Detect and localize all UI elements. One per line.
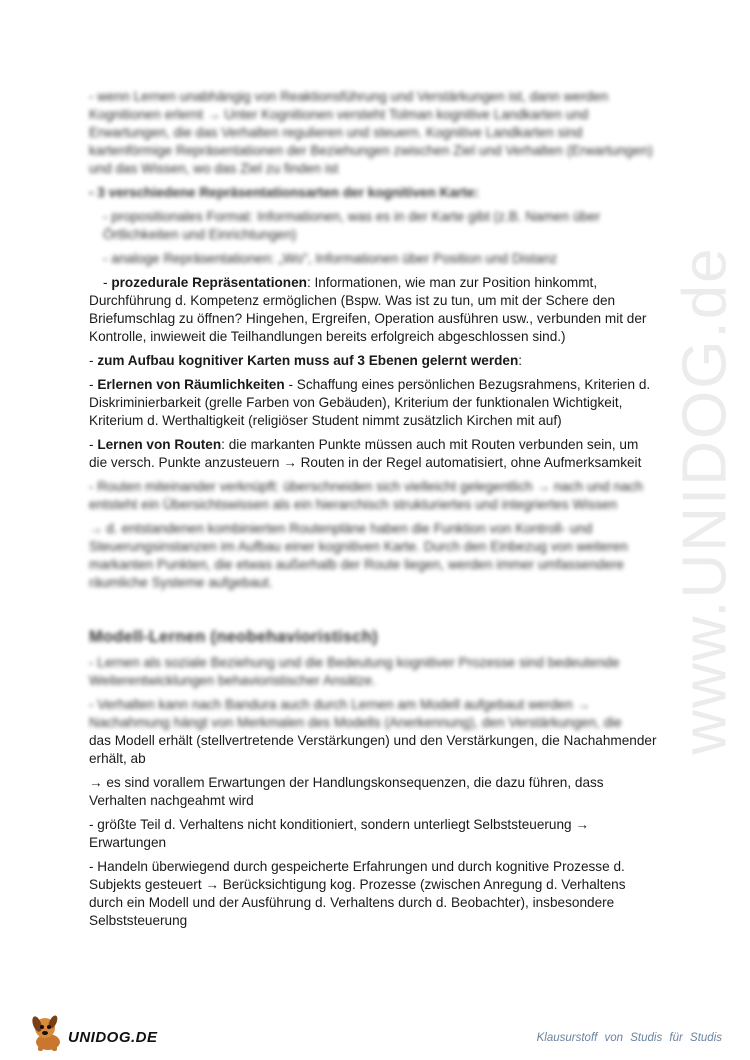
blurred-section-top — [89, 88, 659, 268]
paragraph: - größte Teil d. Verhaltens nicht konditioniert, sondern unterliegt Selbststeuerung → Erwartungen — [89, 817, 589, 850]
paragraph: - Lernen als soziale Beziehung und die Bedeutung kognitiver Prozesse sind bedeutende Weiterentwicklungen behavioristischer Ansätze. — [89, 655, 620, 688]
paragraph: - analoge Repräsentationen: „Wo", Informationen über Position und Distanz — [103, 251, 558, 266]
clear-section-bottom — [89, 732, 659, 930]
paragraph: - wenn Lernen unabhängig von Reaktionsführung und Verstärkungen ist, dann werden Kognitionen erlernt → Unter Kognitionen versteht Tolman kognitive Landkarten und Erwartungen, die das Verhalten regulieren und steuern. Kognitive Landkarten sind kartenförmige Repräsentationen der Beziehungen zwischen Ziel und Verhalten (Erwartungen) und das Wissen, wo das Ziel zu finden ist — [89, 89, 653, 176]
paragraph-raeumlichkeiten: - Erlernen von Räumlichkeiten - Schaffung eines persönlichen Bezugsrahmens, Kriterien d. Diskriminierbarkeit (grelle Farben von Gebäuden), Kriterium der funktionalen Wichtigkeit, Kriterium d. Werthaltigkeit (religiöser Student nimmt zusätzlich Kirchen mit auf) — [89, 377, 651, 428]
paragraph: - Routen miteinander verknüpft: überschneiden sich vielleicht gelegentlich → nach und nach entsteht ein Übersichtswissen als ein hierarchisch strukturiertes und integriertes Wissen — [89, 479, 643, 512]
blurred-section-middle — [89, 478, 659, 732]
clear-section — [89, 274, 659, 472]
paragraph: → d. entstandenen kombinierten Routenpläne haben die Funktion von Kontroll- und Steuerungsinstanzen im Aufbau einer kognitiven Karte. Durch den Einbezug von weiteren markanten Punkten, die etwas außerhalb der Route liegen, werden immer umfassendere räumliche Systeme aufgebaut. — [89, 521, 628, 590]
watermark — [660, 240, 750, 760]
paragraph: - propositionales Format: Informationen, was es in der Karte gibt (z.B. Namen über Örtlichkeiten und Einrichtungen) — [103, 209, 601, 242]
paragraph: - Handeln überwiegend durch gespeicherte Erfahrungen und durch kognitive Prozesse d. Subjekts gesteuert → Berücksichtigung kog. Prozesse (zwischen Anregung d. Verhaltens durch ein Modell und der Ausführung d. Verhaltens durch d. Beobachter), insbesondere Selbststeuerung — [89, 859, 626, 928]
logo-text: UNIDOG.DE — [68, 1029, 158, 1046]
footer-logo — [28, 1012, 158, 1052]
paragraph-routen: - Lernen von Routen: die markanten Punkte müssen auch mit Routen verbunden sein, um die versch. Punkte anzusteuern → Routen in der Regel automatisiert, ohne Aufmerksamkeit — [89, 437, 642, 470]
section-heading: Modell-Lernen (neobehavioristisch) — [89, 628, 378, 646]
paragraph: das Modell erhält (stellvertretende Verstärkungen) und den Verstärkungen, die Nachahmender erhält, ab — [89, 733, 657, 766]
paragraph: - 3 verschiedene Repräsentationsarten der kognitiven Karte: — [89, 185, 479, 200]
watermark-text: www.UNIDOG.de — [670, 245, 740, 755]
dog-icon — [28, 1012, 66, 1052]
paragraph: - Verhalten kann nach Bandura auch durch Lernen am Modell aufgebaut werden → Nachahmung hängt von Merkmalen des Modells (Anerkennung), den Verstärkungen, die — [89, 697, 622, 730]
footer-tagline: Klausurstoff von Studis für Studis — [536, 1032, 722, 1044]
paragraph-prozedurale: - prozedurale Repräsentationen: Informationen, wie man zur Position hinkommt, Durchführung d. Kompetenz ermöglichen (Bspw. Was ist zu tun, um mit der Schere den Briefumschlag zu öffnen? Hingehen, Ergreifen, Operation ausführen usw., verbunden mit der Kontrolle, inwieweit die Teilhandlungen bereits erfolgreich abgeschlossen sind.) — [89, 275, 647, 344]
document-content — [89, 88, 659, 936]
paragraph-aufbau: - zum Aufbau kognitiver Karten muss auf 3 Ebenen gelernt werden: — [89, 353, 523, 368]
paragraph: → es sind vorallem Erwartungen der Handlungskonsequenzen, die dazu führen, dass Verhalten nachgeahmt wird — [89, 775, 604, 808]
